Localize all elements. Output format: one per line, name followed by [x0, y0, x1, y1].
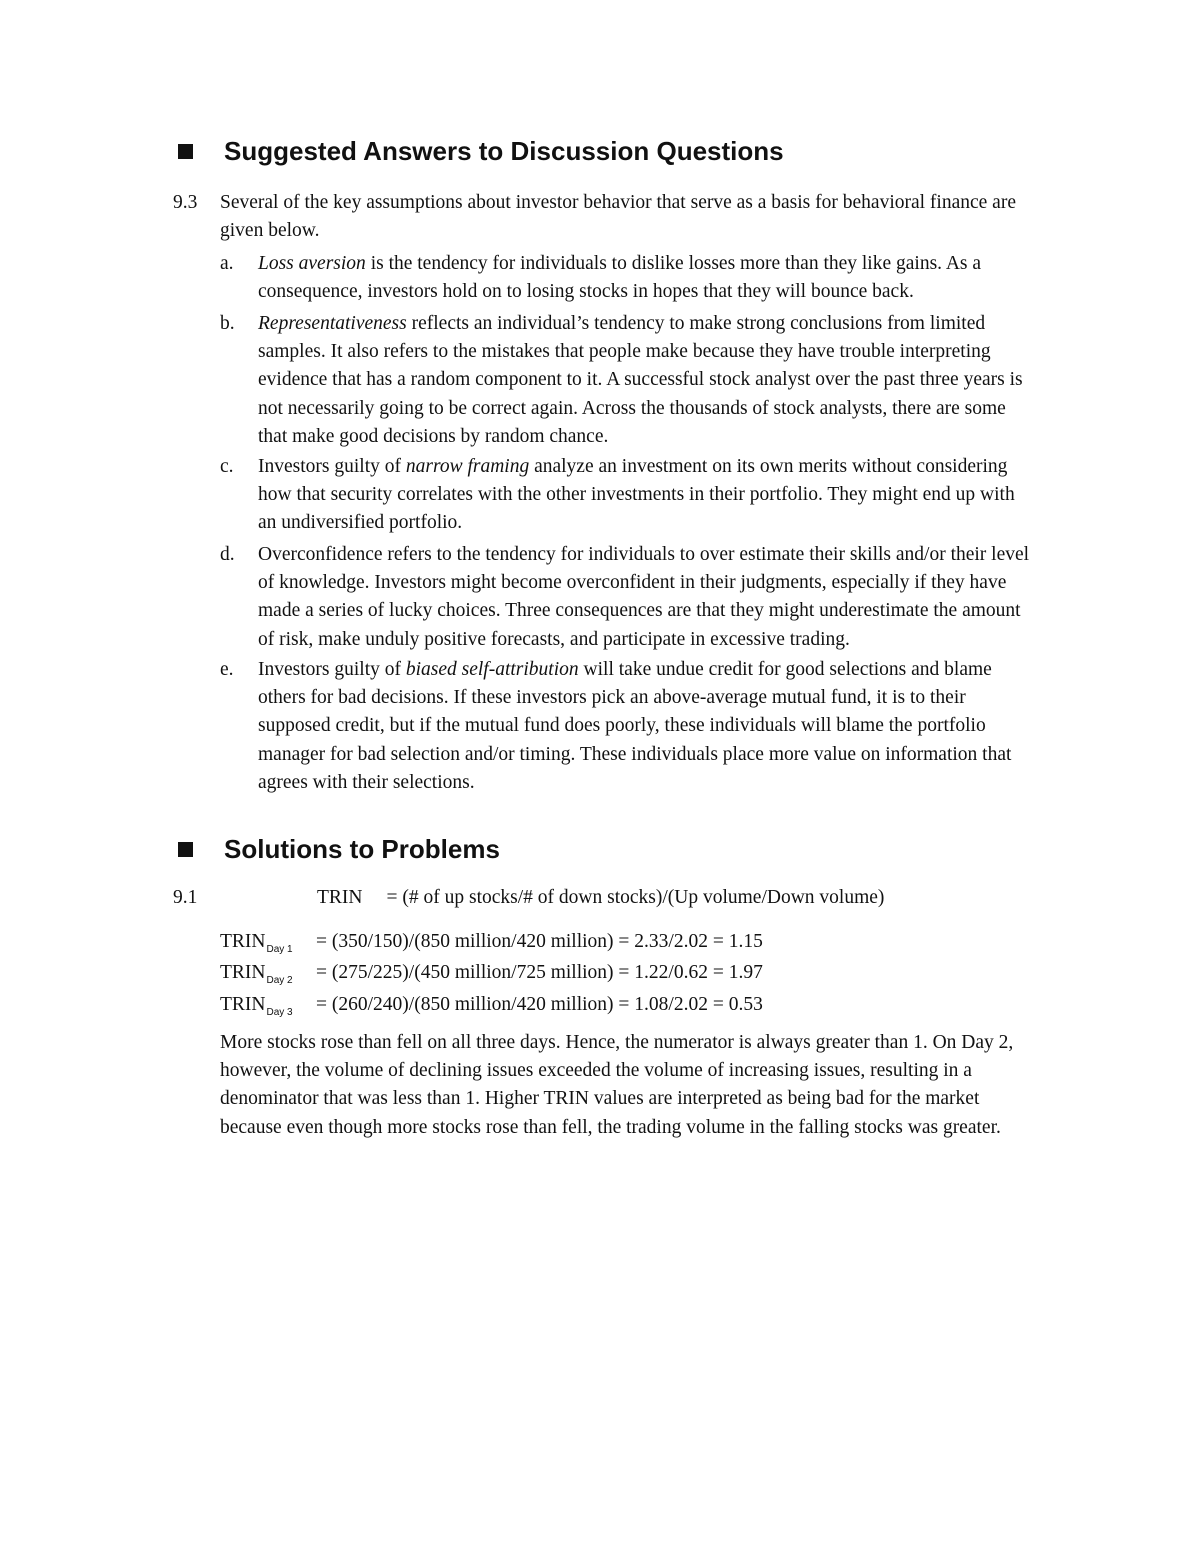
intro-line: Several of the key assumptions about investor behavior that serve as a basis for behavioral finance are: [220, 192, 1016, 213]
formula-label: TRIN: [317, 887, 363, 908]
list-item-narrow-framing: Investors guilty of narrow framing analyze an investment on its own merits without considering how that security correlates with the other investments in their portfolio. They might end up with an undiversified portfolio.: [258, 456, 1015, 534]
term-biased-self-attribution: biased self-attribution: [405, 659, 579, 680]
formula-definition: = (# of up stocks/# of down stocks)/(Up volume/Down volume): [386, 887, 885, 908]
item-letter: b.: [220, 313, 235, 334]
list-item-loss-aversion: Loss aversion is the tendency for individuals to dislike losses more than they like gains. As a consequence, investors hold on to losing stocks in hopes that they will bounce back.: [258, 253, 982, 303]
conclusion-paragraph: More stocks rose than fell on all three days. Hence, the numerator is always greater than 1. On Day 2, however, the volume of declining issues exceeded the volume of increasing issues, resulting in a denominator that was less than 1. Higher TRIN values are interpreted as being bad for the market because even though more stocks rose than fell, the trading volume in the falling stocks was greater.: [220, 1032, 1014, 1138]
equation-row-day-3: $TRIN_{Day 3} = (260/240)/(850$ million/420 million) = 1.08/2.02 = 0.53: [220, 994, 763, 1018]
item-letter: a.: [220, 253, 234, 274]
equation-row-day-1: $TRIN_{Day 1} = (350/150)/(850$ million/420 million) = 2.33/2.02 = 1.15: [220, 931, 763, 955]
term-loss-aversion: Loss aversion: [258, 253, 366, 274]
term-narrow-framing: narrow framing: [405, 456, 530, 477]
intro-line: given below.: [220, 220, 320, 242]
list-item-representativeness: Representativeness reflects an individual’s tendency to make strong conclusions from limited samples. It also refers to the mistakes that people make because they have trouble interpreting evidence that has a random component to it. A successful stock analyst over the past three years is not necessarily going to be correct again. Across the thousands of stock analysts, there are some that make good decisions by random chance.: [258, 313, 1023, 447]
equation-row-day-2: $TRIN_{Day 2} = (275/225)/(450$ million/725 million) = 1.22/0.62 = 1.97: [220, 962, 763, 986]
item-letter: c.: [220, 456, 234, 477]
item-letter: d.: [220, 544, 235, 565]
square-bullet-icon: [178, 842, 193, 857]
list-item-biased-self-attribution: Investors guilty of biased self-attribution will take undue credit for good selections and blame others for bad decisions. If these investors pick an above-average mutual fund, it is to their supposed credit, but if the mutual fund does poorly, these individuals will blame the portfolio manager for bad selection and/or timing. These individuals place more value on information that agrees with their selections.: [258, 659, 1012, 793]
trin-formula: [317, 884, 884, 912]
question-number: 9.3: [173, 192, 198, 213]
heading-text: Suggested Answers to Discussion Questions: [224, 136, 784, 166]
item-letter: e.: [220, 659, 234, 680]
list-item-overconfidence: Overconfidence refers to the tendency for individuals to over estimate their skills and/or their level of knowledge. Investors might become overconfident in their judgments, especially if they have made a series of lucky choices. Three consequences are that they might underestimate the amount of risk, make unduly positive forecasts, and participate in excessive trading.: [258, 544, 1030, 650]
problem-number: 9.1: [173, 887, 198, 908]
question-intro: [220, 189, 1120, 245]
section-heading-discussion: [178, 136, 784, 166]
section-heading-problems: [178, 834, 500, 864]
term-representativeness: Representativeness: [258, 313, 407, 334]
heading-text: Solutions to Problems: [224, 834, 500, 864]
square-bullet-icon: [178, 144, 193, 159]
